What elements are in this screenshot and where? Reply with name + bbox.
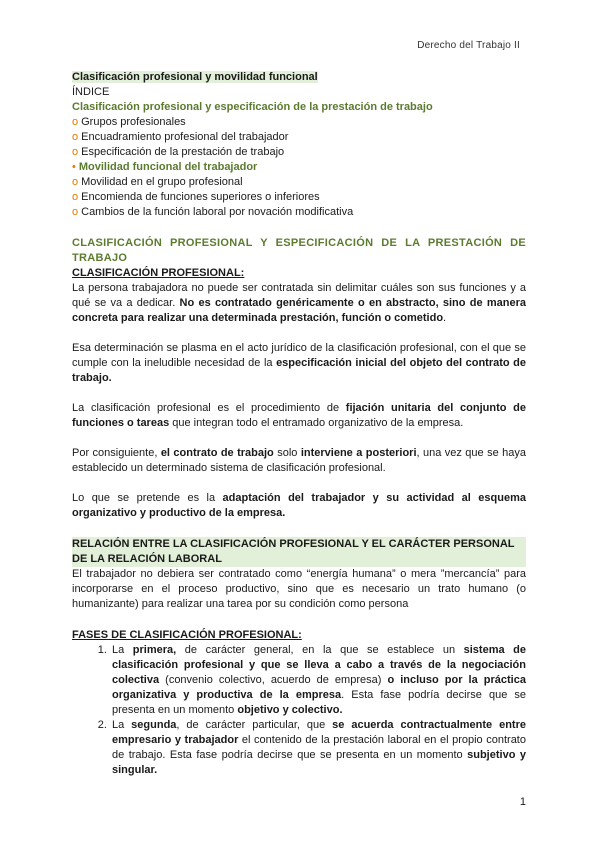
index-section-2-list <box>72 175 526 220</box>
section-heading: CLASIFICACIÓN PROFESIONAL Y ESPECIFICACIÓN DE LA PRESTACIÓN DE TRABAJO <box>72 237 526 264</box>
index-section-1-list <box>72 115 526 160</box>
page-number: 1 <box>519 796 526 808</box>
paragraph: La persona trabajadora no puede ser contratada sin delimitar cuáles son sus funciones y a qué se va a dedicar. No es contratado genéricamente o en abstracto, sino de manera concreta para realizar una determinada prestación, función o cometido. <box>72 282 526 324</box>
circle-bullet-icon: o <box>72 116 79 128</box>
dot-bullet-icon: • <box>72 161 76 173</box>
circle-bullet-icon: o <box>72 206 79 218</box>
paragraph: Esa determinación se plasma en el acto jurídico de la clasificación profesional, con el que se cumple con la ineludible necesidad de la especificación inicial del objeto del contrato de trabajo. <box>72 342 526 384</box>
index-section-2[interactable]: • Movilidad funcional del trabajador <box>72 161 258 173</box>
index-label: ÍNDICE <box>72 86 110 98</box>
index-item[interactable]: o Movilidad en el grupo profesional <box>72 176 243 188</box>
index-item[interactable]: o Encomienda de funciones superiores o inferiores <box>72 191 320 203</box>
list-item: 1. La primera, de carácter general, en la que se establece un sistema de clasificación profesional y que se lleva a cabo a través de la negociación colectiva (convenio colectivo, acuerdo de empresa) o incluso por la práctica organizativa y productiva de la empresa. Esta fase podría decirse que se presenta en un momento objetivo y colectivo. <box>110 643 526 718</box>
phases-heading: FASES DE CLASIFICACIÓN PROFESIONAL: <box>72 629 302 641</box>
index-item[interactable]: o Grupos profesionales <box>72 116 186 128</box>
index-item[interactable]: o Encuadramiento profesional del trabajador <box>72 131 289 143</box>
index-item[interactable]: o Cambios de la función laboral por novación modificativa <box>72 206 354 218</box>
circle-bullet-icon: o <box>72 176 79 188</box>
running-header: Derecho del Trabajo II <box>417 40 520 51</box>
document-title: Clasificación profesional y movilidad funcional <box>72 71 318 83</box>
document-body <box>72 70 526 778</box>
subheading: CLASIFICACIÓN PROFESIONAL: <box>72 267 245 279</box>
list-item: 2. La segunda, de carácter particular, que se acuerda contractualmente entre empresario y trabajador el contenido de la prestación laboral en el propio contrato de trabajo. Esta fase podría decirse que se presenta en un momento subjetivo y singular. <box>110 718 526 778</box>
paragraph: Lo que se pretende es la adaptación del trabajador y su actividad al esquema organizativo y productivo de la empresa. <box>72 492 526 519</box>
phases-list <box>72 643 526 778</box>
circle-bullet-icon: o <box>72 131 79 143</box>
index-section-1[interactable]: Clasificación profesional y especificación de la prestación de trabajo <box>72 101 433 113</box>
index-item[interactable]: o Especificación de la prestación de trabajo <box>72 146 285 158</box>
circle-bullet-icon: o <box>72 146 79 158</box>
paragraph: El trabajador no debiera ser contratado como “energía humana” o mera ”mercancía” para incorporarse en el proceso productivo, sino que es necesario un trato humano (o humanizante) para realizar una tarea por su condición como persona <box>72 568 526 610</box>
circle-bullet-icon: o <box>72 191 79 203</box>
paragraph: Por consiguiente, el contrato de trabajo solo interviene a posteriori, una vez que se haya establecido un determinado sistema de clasificación profesional. <box>72 447 526 474</box>
section-2-heading: RELACIÓN ENTRE LA CLASIFICACIÓN PROFESIONAL Y EL CARÁCTER PERSONAL DE LA RELACIÓN LABORAL <box>72 537 526 567</box>
paragraph: La clasificación profesional es el procedimiento de fijación unitaria del conjunto de funciones o tareas que integran todo el entramado organizativo de la empresa. <box>72 402 526 429</box>
